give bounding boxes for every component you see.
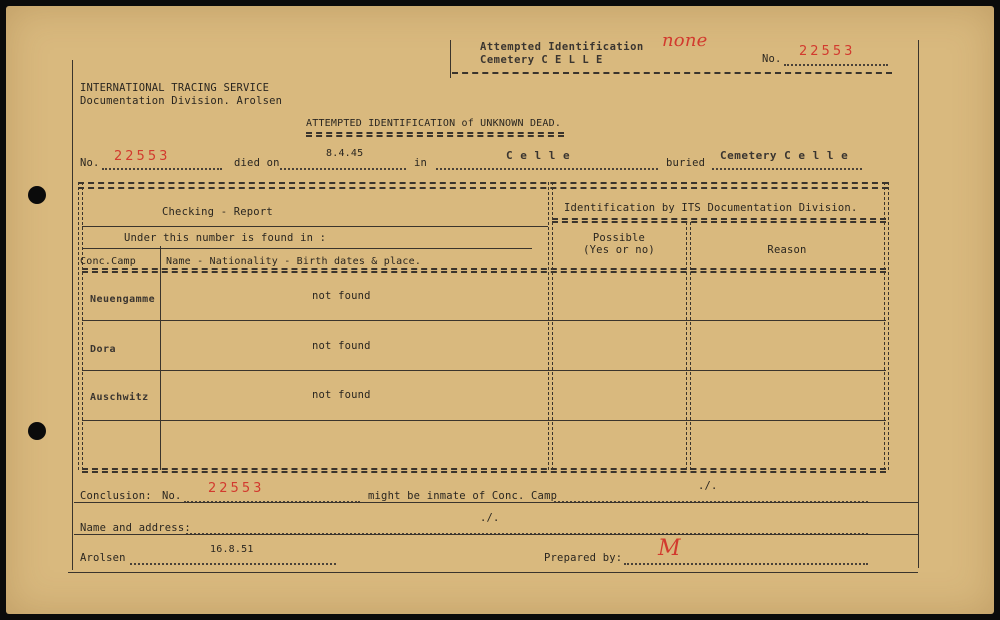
table-middle-divider: [548, 182, 553, 470]
row-1-result: not found: [312, 290, 371, 302]
stamp-no-value: 22553: [799, 44, 856, 59]
in-value: C e l l e: [506, 149, 571, 162]
col-name: Name - Nationality - Birth dates & place.: [166, 256, 422, 267]
table-bottom-border: [82, 468, 886, 473]
row-separator-3: [82, 420, 886, 421]
identification-header: Identification by ITS Documentation Division.: [564, 202, 858, 214]
under-number-line: [82, 248, 532, 249]
checking-header-line: [82, 226, 548, 227]
right-margin-line: [918, 40, 919, 568]
row-3-result: not found: [312, 389, 371, 401]
name-address-rule: [74, 534, 918, 535]
document-card: [6, 6, 994, 614]
checking-report-header: Checking - Report: [162, 206, 273, 218]
org-line-1: INTERNATIONAL TRACING SERVICE: [80, 82, 270, 94]
name-address-label: Name and address:: [80, 522, 191, 534]
conclusion-camp-value: ./.: [698, 480, 718, 492]
punch-hole-top: [28, 186, 46, 204]
prepared-by-label: Prepared by:: [544, 552, 623, 564]
reason-header: Reason: [767, 244, 807, 256]
handwritten-note: none: [662, 30, 708, 51]
table-top-border: [78, 182, 888, 189]
possible-header-line2: (Yes or no): [583, 244, 655, 256]
stamp-box-bottom-border: [452, 72, 892, 75]
form-title: ATTEMPTED IDENTIFICATION of UNKNOWN DEAD.: [306, 118, 562, 129]
died-on-value: 8.4.45: [326, 148, 364, 159]
camp-name-divider: [160, 246, 161, 470]
in-dots: [436, 168, 658, 170]
conclusion-rule: [74, 502, 918, 503]
row-separator-1: [82, 320, 886, 321]
org-line-2: Documentation Division. Arolsen: [80, 95, 283, 107]
identification-header-line: [552, 218, 886, 223]
table-right-border: [884, 182, 889, 470]
stamp-no-label: No.: [762, 53, 782, 65]
record-no-dots: [102, 168, 222, 170]
prepared-by-dots: [624, 563, 868, 565]
punch-hole-bottom: [28, 422, 46, 440]
conclusion-label: Conclusion:: [80, 490, 152, 502]
row-2-result: not found: [312, 340, 371, 352]
record-no-value: 22553: [114, 149, 171, 164]
col-conc-camp: Conc.Camp: [80, 256, 136, 267]
possible-header-line1: Possible: [592, 232, 646, 244]
stamp-box-left-border: [450, 40, 451, 78]
title-underline: [306, 132, 564, 137]
footer-place: Arolsen: [80, 552, 126, 564]
buried-dots: [712, 168, 862, 170]
footer-date-dots: [130, 563, 336, 565]
left-margin-line: [72, 60, 73, 570]
conclusion-no-value: 22553: [208, 481, 265, 496]
footer-rule: [68, 572, 918, 573]
under-number-label: Under this number is found in :: [124, 232, 327, 244]
died-on-label: died on: [234, 157, 280, 169]
row-2-camp: Dora: [90, 344, 117, 355]
conclusion-no-label: No.: [162, 490, 182, 502]
buried-label: buried: [666, 157, 706, 169]
record-no-label: No.: [80, 157, 100, 169]
footer-date: 16.8.51: [210, 544, 254, 555]
row-3-camp: Auschwitz: [90, 392, 149, 403]
prepared-by-signature: M: [658, 536, 681, 561]
stamp-line-2: Cemetery C E L L E: [480, 54, 603, 66]
in-label: in: [414, 157, 428, 169]
row-1-camp: Neuengamme: [90, 294, 156, 305]
stamp-no-dots: [784, 64, 888, 66]
possible-reason-divider: [686, 222, 691, 470]
might-be-label: might be inmate of Conc. Camp: [368, 490, 558, 502]
buried-value: Cemetery C e l l e: [720, 149, 849, 162]
died-on-dots: [280, 168, 406, 170]
column-header-line: [82, 268, 886, 273]
stamp-line-1: Attempted Identification: [480, 41, 644, 53]
row-separator-2: [82, 370, 886, 371]
name-address-value: ./.: [480, 512, 500, 524]
